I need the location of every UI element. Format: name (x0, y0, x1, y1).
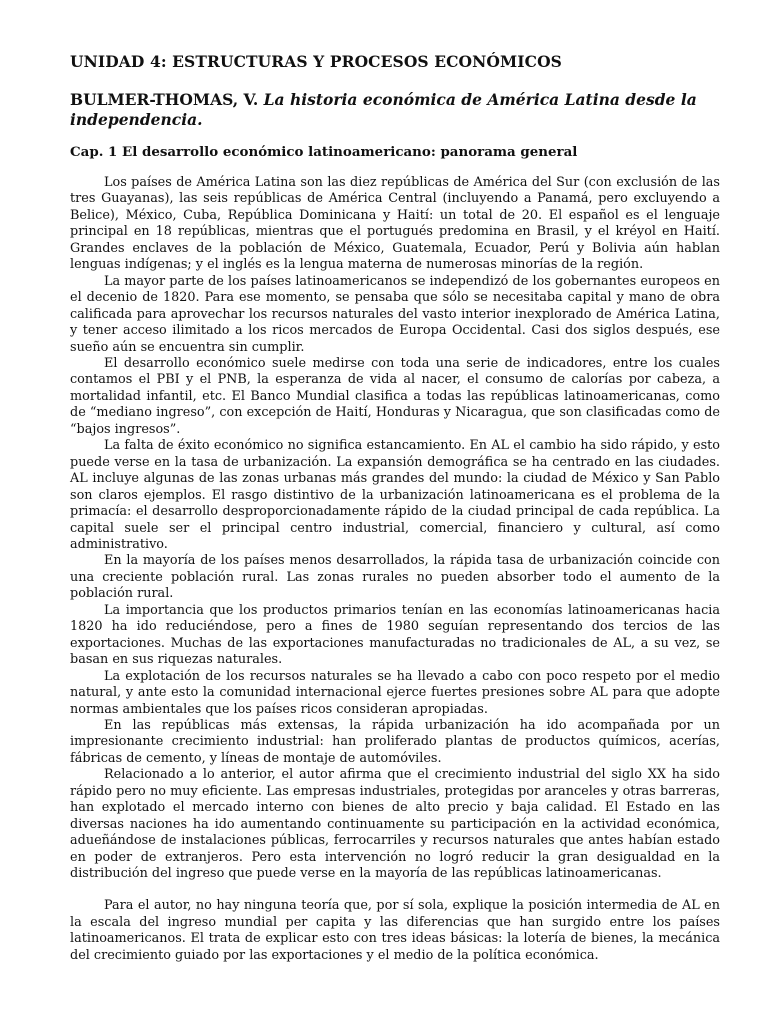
paragraph: La importancia que los productos primarios tenían en las economías latinoamericanas hacia 1820 ha ido reduciéndose, pero a fines de 1980 seguían representando dos tercios de las exportaciones. Muchas de las exportaciones manufacturadas no tradicionales de AL, a su vez, se basan en sus riquezas naturales. (70, 602, 720, 668)
paragraph: La mayor parte de los países latinoamericanos se independizó de los gobernantes europeos en el decenio de 1820. Para ese momento, se pensaba que sólo se necesitaba capital y mano de obra calificada para aprovechar los recursos naturales del vasto interior inexplorado de América Latina, y tener acceso ilimitado a los ricos mercados de Europa Occidental. Casi dos siglos después, ese sueño aún se encuentra sin cumplir. (70, 273, 720, 355)
document-page (70, 52, 720, 964)
chapter-title: Cap. 1 El desarrollo económico latinoamericano: panorama general (70, 144, 578, 160)
unit-title: UNIDAD 4: ESTRUCTURAS Y PROCESOS ECONÓMICOS (70, 52, 562, 71)
paragraph: Para el autor, no hay ninguna teoría que, por sí sola, explique la posición intermedia de AL en la escala del ingreso mundial per capita y las diferencias que han surgido entre los países latinoamericanos. El trata de explicar esto con tres ideas básicas: la lotería de bienes, la mecánica del crecimiento guiado por las exportaciones y el medio de la política económica. (70, 898, 720, 963)
paragraph: En la mayoría de los países menos desarrollados, la rápida tasa de urbanización coincide con una creciente población rural. Las zonas rurales no pueden absorber todo el aumento de la población rural. (70, 553, 720, 602)
paragraph: Los países de América Latina son las diez repúblicas de América del Sur (con exclusión de las tres Guayanas), las seis repúblicas de América Central (incluyendo a Panamá, pero excluyendo a Belice), México, Cuba, República Dominicana y Haití: un total de 20. El español es el lenguaje principal en 18 repúblicas, mientras que el portugués predomina en Brasil, y el kréyol en Haití. Grandes enclaves de la población de México, Guatemala, Ecuador, Perú y Bolivia aún hablan lenguas indígenas; y el inglés es la lengua materna de numerosas minorías de la región. (70, 175, 720, 273)
book-title: La historia económica de América Latina desde la independencia. (70, 90, 697, 129)
body-text (70, 175, 720, 964)
author-name: BULMER-THOMAS, V. (70, 90, 259, 109)
paragraph: La explotación de los recursos naturales se ha llevado a cabo con poco respeto por el medio natural, y ante esto la comunidad internacional ejerce fuertes presiones sobre AL para que adopte normas ambientales que los países ricos consideran apropiadas. (70, 668, 720, 717)
paragraph: Relacionado a lo anterior, el autor afirma que el crecimiento industrial del siglo XX ha sido rápido pero no muy eficiente. Las empresas industriales, protegidas por aranceles y otras barreras, han explotado el mercado interno con bienes de alto precio y baja calidad. El Estado en las diversas naciones ha ido aumentando continuamente su participación en la actividad económica, adueñándose de instalaciones públicas, ferrocarriles y recursos naturales que antes habían estado en poder de extranjeros. Pero esta intervención no logró reducir la gran desigualdad en la distribución del ingreso que puede verse en la mayoría de las repúblicas latinoamericanas. (70, 767, 720, 882)
book-reference (70, 90, 720, 130)
paragraph: El desarrollo económico suele medirse con toda una serie de indicadores, entre los cuales contamos el PBI y el PNB, la esperanza de vida al nacer, el consumo de calorías por cabeza, a mortalidad infantil, etc. El Banco Mundial clasifica a todas las repúblicas latinoamericanas, como de “mediano ingreso”, con excepción de Haití, Honduras y Nicaragua, que son clasificadas como de “bajos ingresos”. (70, 355, 720, 437)
paragraph: La falta de éxito económico no significa estancamiento. En AL el cambio ha sido rápido, y esto puede verse en la tasa de urbanización. La expansión demográfica se ha centrado en las ciudades. AL incluye algunas de las zonas urbanas más grandes del mundo: la ciudad de México y San Pablo son claros ejemplos. El rasgo distintivo de la urbanización latinoamericana es el problema de la primacía: el desarrollo desproporcionadamente rápido de la ciudad principal de cada república. La capital suele ser el principal centro industrial, comercial, financiero y cultural, así como administrativo. (70, 438, 720, 552)
paragraph: En las repúblicas más extensas, la rápida urbanización ha ido acompañada por un impresionante crecimiento industrial: han proliferado plantas de productos químicos, acerías, fábricas de cemento, y líneas de montaje de automóviles. (70, 717, 720, 766)
